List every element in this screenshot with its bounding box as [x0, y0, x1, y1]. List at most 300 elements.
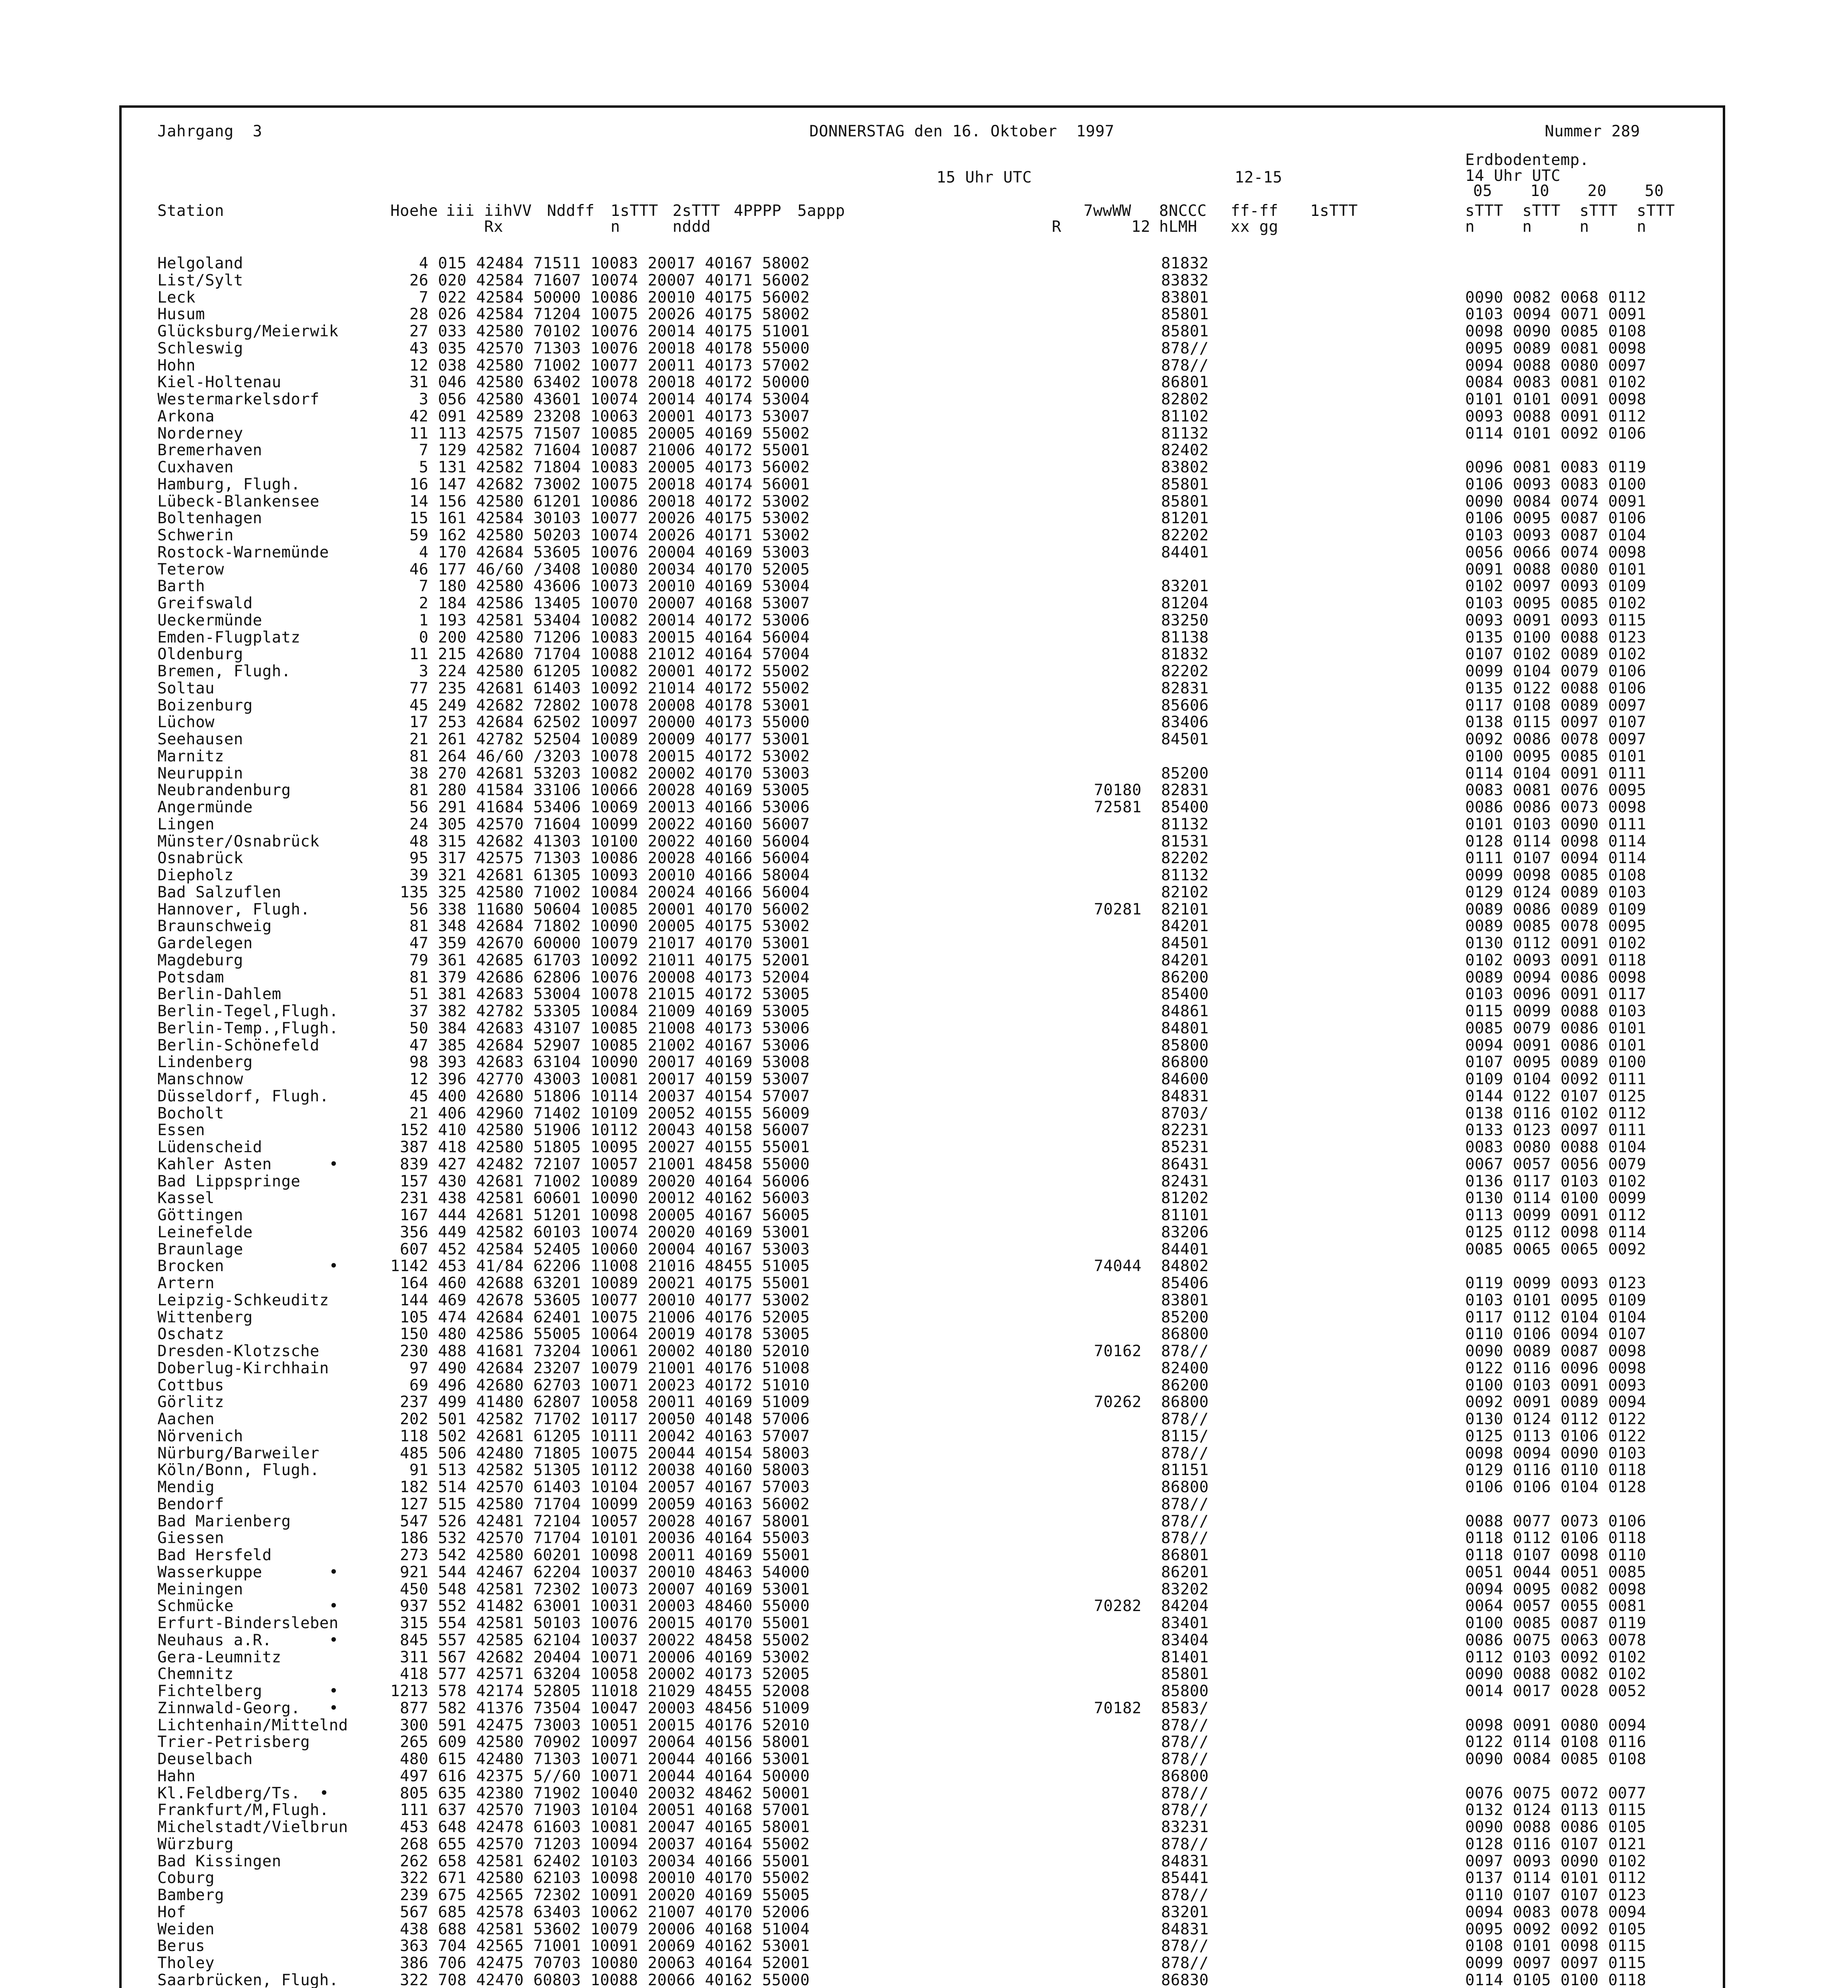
- synop-groups: 485 506 42480 71805 10075 20044 40154 58003: [390, 1444, 810, 1462]
- station-name: Schleswig: [157, 339, 243, 357]
- synop-groups: 45 400 42680 51806 10114 20037 40154 57007: [390, 1087, 810, 1105]
- cloud-group: 86830: [1161, 1971, 1209, 1988]
- synop-groups: 150 480 42586 55005 10064 20019 40178 53005: [390, 1325, 810, 1343]
- station-name: Lüchow: [157, 713, 215, 732]
- station-name: Würzburg: [157, 1835, 234, 1853]
- station-name: Schmücke •: [157, 1597, 339, 1615]
- cloud-group: 86800: [1161, 1478, 1209, 1496]
- synop-groups: 607 452 42584 52405 10060 20004 40167 53003: [390, 1240, 810, 1258]
- cloud-group: 81531: [1161, 832, 1209, 850]
- synop-groups: 231 438 42581 60601 10090 20012 40162 56003: [390, 1189, 810, 1208]
- cloud-group: 878//: [1161, 1835, 1209, 1853]
- cloud-group: 878//: [1161, 1801, 1209, 1819]
- soil-temps: 0112 0103 0092 0102: [1465, 1648, 1646, 1666]
- synop-groups: 567 685 42578 63403 10062 21007 40170 52006: [390, 1903, 810, 1921]
- soil-temps: 0093 0088 0091 0112: [1465, 407, 1646, 425]
- station-name: Lübeck-Blankensee: [157, 492, 320, 511]
- station-name: Düsseldorf, Flugh.: [157, 1087, 329, 1105]
- weather-group: 70162: [1094, 1342, 1142, 1360]
- document-frame: [119, 105, 1725, 1988]
- synop-groups: 322 671 42580 62103 10098 20010 40170 55002: [390, 1869, 810, 1887]
- station-name: Schwerin: [157, 526, 234, 544]
- synop-groups: 2 184 42586 13405 10070 20007 40168 53007: [390, 594, 810, 612]
- station-name: Giessen: [157, 1529, 224, 1547]
- cloud-group: 82202: [1161, 662, 1209, 680]
- synop-groups: 157 430 42681 71002 10089 20020 40164 56006: [390, 1172, 810, 1190]
- synop-groups: 77 235 42681 61403 10092 21014 40172 55002: [390, 679, 810, 697]
- cloud-group: 81138: [1161, 628, 1209, 646]
- cloud-group: 81151: [1161, 1461, 1209, 1479]
- weather-group: 70282: [1094, 1597, 1142, 1615]
- cloud-group: 82202: [1161, 526, 1209, 544]
- soil-temps: 0090 0088 0086 0105: [1465, 1818, 1646, 1836]
- soil-temps: 0102 0097 0093 0109: [1465, 577, 1646, 596]
- issue-date: DONNERSTAG den 16. Oktober 1997: [809, 122, 1115, 140]
- cloud-group: 82102: [1161, 883, 1209, 901]
- station-name: Neubrandenburg: [157, 781, 291, 800]
- cloud-group: 85801: [1161, 492, 1209, 511]
- cloud-group: 81204: [1161, 594, 1209, 612]
- weather-group: 74044: [1094, 1257, 1142, 1276]
- synop-groups: 3 224 42580 61205 10082 20001 40172 55002: [390, 662, 810, 680]
- cloud-group: 85200: [1161, 1308, 1209, 1326]
- cloud-group: 84801: [1161, 1019, 1209, 1037]
- synop-groups: 118 502 42681 61205 10111 20042 40163 57007: [390, 1427, 810, 1445]
- soil-temps: 0138 0116 0102 0112: [1465, 1104, 1646, 1122]
- soil-temps: 0128 0116 0107 0121: [1465, 1835, 1646, 1853]
- station-name: Glücksburg/Meierwik: [157, 322, 339, 340]
- soil-temps: 0100 0085 0087 0119: [1465, 1614, 1646, 1632]
- soil-temps: 0130 0112 0091 0102: [1465, 934, 1646, 952]
- synop-groups: 265 609 42580 70902 10097 20064 40156 58001: [390, 1733, 810, 1751]
- station-name: Nürburg/Barweiler: [157, 1444, 320, 1462]
- synop-groups: 51 381 42683 53004 10078 21015 40172 53005: [390, 985, 810, 1004]
- soil-temps: 0095 0089 0081 0098: [1465, 339, 1646, 357]
- station-name: Meiningen: [157, 1580, 243, 1598]
- synop-groups: 38 270 42681 53203 10082 20002 40170 53003: [390, 764, 810, 782]
- synop-groups: 453 648 42478 61603 10081 20047 40165 58001: [390, 1818, 810, 1836]
- synop-groups: 127 515 42580 71704 10099 20059 40163 56002: [390, 1495, 810, 1513]
- synop-groups: 5 131 42582 71804 10083 20005 40173 56002: [390, 458, 810, 476]
- synop-groups: 7 022 42584 50000 10086 20010 40175 56002: [390, 288, 810, 307]
- soil-temps: 0103 0094 0071 0091: [1465, 305, 1646, 324]
- soil-temps: 0085 0065 0065 0092: [1465, 1240, 1646, 1258]
- synop-groups: 3 056 42580 43601 10074 20014 40174 53004: [390, 390, 810, 408]
- synop-groups: 438 688 42581 53602 10079 20006 40168 51004: [390, 1920, 810, 1938]
- synop-groups: 28 026 42584 71204 10075 20026 40175 58002: [390, 305, 810, 324]
- station-name: Lingen: [157, 815, 215, 833]
- station-name: Lichtenhain/Mittelnd: [157, 1716, 348, 1734]
- synop-groups: 356 449 42582 60103 10074 20020 40169 53001: [390, 1223, 810, 1241]
- cloud-group: 84831: [1161, 1852, 1209, 1870]
- station-name: Hof: [157, 1903, 186, 1921]
- synop-groups: 182 514 42570 61403 10104 20057 40167 57003: [390, 1478, 810, 1496]
- soil-temps: 0110 0106 0094 0107: [1465, 1325, 1646, 1343]
- soil-temps: 0092 0091 0089 0094: [1465, 1393, 1646, 1411]
- synop-groups: 95 317 42575 71303 10086 20028 40166 56004: [390, 849, 810, 868]
- soil-depths-label: 05 10 20 50: [1473, 182, 1664, 200]
- soil-temps: 0144 0122 0107 0125: [1465, 1087, 1646, 1105]
- cloud-group: 85800: [1161, 1036, 1209, 1054]
- soil-temps: 0094 0091 0086 0101: [1465, 1036, 1646, 1054]
- soil-temps: 0129 0116 0110 0118: [1465, 1461, 1646, 1479]
- cloud-group: 878//: [1161, 356, 1209, 375]
- cloud-group: 82831: [1161, 679, 1209, 697]
- col-rx: Rx: [484, 218, 503, 236]
- station-name: Leinefelde: [157, 1223, 253, 1241]
- cloud-group: 81132: [1161, 866, 1209, 884]
- synop-groups: 202 501 42582 71702 10117 20050 40148 57006: [390, 1410, 810, 1428]
- cloud-group: 81132: [1161, 424, 1209, 443]
- cloud-group: 85406: [1161, 1274, 1209, 1292]
- station-name: Gardelegen: [157, 934, 253, 952]
- cloud-group: 85200: [1161, 764, 1209, 782]
- cloud-group: 878//: [1161, 1733, 1209, 1751]
- station-name: Münster/Osnabrück: [157, 832, 320, 850]
- station-name: Essen: [157, 1121, 205, 1140]
- soil-temp-label: Erdbodentemp.: [1465, 151, 1589, 169]
- station-name: Osnabrück: [157, 849, 243, 868]
- synop-groups: 16 147 42682 73002 10075 20018 40174 56001: [390, 475, 810, 493]
- synop-groups: 4 015 42484 71511 10083 20017 40167 58002: [390, 254, 810, 272]
- synop-groups: 877 582 41376 73504 10047 20003 48456 51009: [390, 1699, 810, 1717]
- synop-groups: 26 020 42584 71607 10074 20007 40171 56002: [390, 271, 810, 289]
- soil-temps: 0114 0104 0091 0111: [1465, 764, 1646, 782]
- cloud-group: 83202: [1161, 1580, 1209, 1598]
- soil-temps: 0098 0091 0080 0094: [1465, 1716, 1646, 1734]
- cloud-group: 84401: [1161, 1240, 1209, 1258]
- station-name: Michelstadt/Vielbrun: [157, 1818, 348, 1836]
- station-name: Kiel-Holtenau: [157, 373, 281, 392]
- synop-groups: 39 321 42681 61305 10093 20010 40166 58004: [390, 866, 810, 884]
- synop-groups: 144 469 42678 53605 10077 20010 40177 53002: [390, 1291, 810, 1309]
- station-name: Kassel: [157, 1189, 215, 1208]
- station-name: List/Sylt: [157, 271, 243, 289]
- cloud-group: 82431: [1161, 1172, 1209, 1190]
- soil-time-label: 14 Uhr UTC: [1465, 167, 1561, 185]
- soil-temps: 0076 0075 0072 0077: [1465, 1784, 1646, 1802]
- synop-groups: 239 675 42565 72302 10091 20020 40169 55005: [390, 1886, 810, 1904]
- station-name: Wittenberg: [157, 1308, 253, 1326]
- soil-temps: 0125 0112 0098 0114: [1465, 1223, 1646, 1241]
- synop-groups: 311 567 42682 20404 10071 20006 40169 53002: [390, 1648, 810, 1666]
- cloud-group: 85231: [1161, 1138, 1209, 1156]
- station-name: Hamburg, Flugh.: [157, 475, 301, 493]
- station-name: Hohn: [157, 356, 196, 375]
- soil-temps: 0135 0100 0088 0123: [1465, 628, 1646, 646]
- station-name: Gera-Leumnitz: [157, 1648, 281, 1666]
- cloud-group: 84861: [1161, 1002, 1209, 1020]
- cloud-group: 83250: [1161, 611, 1209, 629]
- soil-temps: 0090 0084 0074 0091: [1465, 492, 1646, 511]
- soil-temps: 0103 0101 0095 0109: [1465, 1291, 1646, 1309]
- soil-temps: 0098 0090 0085 0108: [1465, 322, 1646, 340]
- soil-temps: 0137 0114 0101 0112: [1465, 1869, 1646, 1887]
- station-name: Boizenburg: [157, 696, 253, 714]
- synop-groups: 230 488 41681 73204 10061 20002 40180 52010: [390, 1342, 810, 1360]
- col-soil-sttt: sTTT sTTT sTTT sTTT: [1465, 202, 1675, 220]
- synop-groups: 1142 453 41/84 62206 11008 21016 48455 51005: [390, 1257, 810, 1276]
- synop-groups: 845 557 42585 62104 10037 20022 48458 55002: [390, 1631, 810, 1649]
- col-xxgg: xx gg: [1231, 218, 1278, 236]
- station-name: Diepholz: [157, 866, 234, 884]
- cloud-group: 878//: [1161, 1410, 1209, 1428]
- soil-temps: 0092 0086 0078 0097: [1465, 730, 1646, 748]
- station-name: Helgoland: [157, 254, 243, 272]
- synop-groups: 152 410 42580 51906 10112 20043 40158 56007: [390, 1121, 810, 1140]
- cloud-group: 83404: [1161, 1631, 1209, 1649]
- cloud-group: 82101: [1161, 900, 1209, 918]
- synop-groups: 59 162 42580 50203 10074 20026 40171 53002: [390, 526, 810, 544]
- soil-temps: 0097 0093 0090 0102: [1465, 1852, 1646, 1870]
- col-ffff: ff-ff: [1231, 202, 1278, 220]
- cloud-group: 83201: [1161, 577, 1209, 596]
- station-name: Cottbus: [157, 1376, 224, 1394]
- station-name: Hahn: [157, 1767, 196, 1785]
- synop-groups: 273 542 42580 60201 10098 20011 40169 55001: [390, 1546, 810, 1564]
- cloud-group: 8583/: [1161, 1699, 1209, 1717]
- station-name: Göttingen: [157, 1206, 243, 1224]
- station-name: Norderney: [157, 424, 243, 443]
- soil-temps: 0089 0094 0086 0098: [1465, 968, 1646, 986]
- synop-groups: 45 249 42682 72802 10078 20008 40178 53001: [390, 696, 810, 714]
- cloud-group: 86800: [1161, 1053, 1209, 1072]
- synop-groups: 237 499 41480 62807 10058 20011 40169 51009: [390, 1393, 810, 1411]
- station-name: Seehausen: [157, 730, 243, 748]
- station-name: Marnitz: [157, 747, 224, 765]
- cloud-group: 85400: [1161, 985, 1209, 1004]
- station-name: Westermarkelsdorf: [157, 390, 320, 408]
- cloud-group: 85801: [1161, 322, 1209, 340]
- soil-temps: 0117 0108 0089 0097: [1465, 696, 1646, 714]
- station-name: Bamberg: [157, 1886, 224, 1904]
- synop-groups: 386 706 42475 70703 10080 20063 40164 52001: [390, 1954, 810, 1972]
- station-table: [122, 108, 1723, 1988]
- cloud-group: 878//: [1161, 1716, 1209, 1734]
- station-name: Bocholt: [157, 1104, 224, 1122]
- cloud-group: 86801: [1161, 1546, 1209, 1564]
- soil-temps: 0098 0094 0090 0103: [1465, 1444, 1646, 1462]
- synop-groups: 31 046 42580 63402 10078 20018 40172 50000: [390, 373, 810, 392]
- synop-groups: 91 513 42582 51305 10112 20038 40160 58003: [390, 1461, 810, 1479]
- cloud-group: 82802: [1161, 390, 1209, 408]
- synop-groups: 387 418 42580 51805 10095 20027 40155 55001: [390, 1138, 810, 1156]
- station-name: Braunlage: [157, 1240, 243, 1258]
- col-4pppp: 4PPPP: [734, 202, 781, 220]
- soil-temps: 0095 0092 0092 0105: [1465, 1920, 1646, 1938]
- soil-temps: 0089 0085 0078 0095: [1465, 917, 1646, 936]
- cloud-group: 82400: [1161, 1359, 1209, 1377]
- station-name: Trier-Petrisberg: [157, 1733, 310, 1751]
- soil-temps: 0136 0117 0103 0102: [1465, 1172, 1646, 1190]
- cloud-group: 84831: [1161, 1920, 1209, 1938]
- cloud-group: 83201: [1161, 1903, 1209, 1921]
- cloud-group: 86200: [1161, 968, 1209, 986]
- station-name: Hannover, Flugh.: [157, 900, 310, 918]
- synop-groups: 4 170 42684 53605 10076 20004 40169 53003: [390, 543, 810, 561]
- cloud-group: 878//: [1161, 1512, 1209, 1530]
- soil-temps: 0106 0106 0104 0128: [1465, 1478, 1646, 1496]
- station-name: Erfurt-Bindersleben: [157, 1614, 339, 1632]
- station-name: Bremen, Flugh.: [157, 662, 291, 680]
- station-name: Berlin-Tegel,Flugh.: [157, 1002, 339, 1020]
- station-name: Kahler Asten •: [157, 1155, 339, 1173]
- soil-temps: 0100 0095 0085 0101: [1465, 747, 1646, 765]
- soil-temps: 0113 0099 0091 0112: [1465, 1206, 1646, 1224]
- soil-temps: 0117 0112 0104 0104: [1465, 1308, 1646, 1326]
- synop-groups: 805 635 42380 71902 10040 20032 48462 50001: [390, 1784, 810, 1802]
- cloud-group: 85801: [1161, 305, 1209, 324]
- station-name: Aachen: [157, 1410, 215, 1428]
- synop-groups: 69 496 42680 62703 10071 20023 40172 51010: [390, 1376, 810, 1394]
- cloud-group: 85441: [1161, 1869, 1209, 1887]
- cloud-group: 82402: [1161, 441, 1209, 460]
- cloud-group: 83231: [1161, 1818, 1209, 1836]
- station-name: Berus: [157, 1937, 205, 1955]
- cloud-group: 86200: [1161, 1376, 1209, 1394]
- station-name: Lüdenscheid: [157, 1138, 262, 1156]
- station-name: Oldenburg: [157, 645, 243, 664]
- cloud-group: 81832: [1161, 254, 1209, 272]
- soil-temps: 0090 0089 0087 0098: [1465, 1342, 1646, 1360]
- station-name: Zinnwald-Georg. •: [157, 1699, 339, 1717]
- soil-temps: 0014 0017 0028 0052: [1465, 1682, 1646, 1700]
- cloud-group: 86800: [1161, 1767, 1209, 1785]
- synop-groups: 839 427 42482 72107 10057 21001 48458 55000: [390, 1155, 810, 1173]
- soil-temps: 0083 0081 0076 0095: [1465, 781, 1646, 800]
- soil-temps: 0101 0101 0091 0098: [1465, 390, 1646, 408]
- soil-temps: 0090 0084 0085 0108: [1465, 1750, 1646, 1768]
- soil-temps: 0101 0103 0090 0111: [1465, 815, 1646, 833]
- station-name: Köln/Bonn, Flugh.: [157, 1461, 320, 1479]
- soil-temps: 0102 0093 0091 0118: [1465, 951, 1646, 969]
- soil-temps: 0084 0083 0081 0102: [1465, 373, 1646, 392]
- soil-temps: 0122 0114 0108 0116: [1465, 1733, 1646, 1751]
- soil-temps: 0089 0086 0089 0109: [1465, 900, 1646, 918]
- soil-temps: 0100 0103 0091 0093: [1465, 1376, 1646, 1394]
- synop-groups: 268 655 42570 71203 10094 20037 40164 55002: [390, 1835, 810, 1853]
- station-name: Teterow: [157, 560, 224, 579]
- cloud-group: 878//: [1161, 1529, 1209, 1547]
- cloud-group: 81101: [1161, 1206, 1209, 1224]
- cloud-group: 86201: [1161, 1563, 1209, 1581]
- soil-temps: 0119 0099 0093 0123: [1465, 1274, 1646, 1292]
- synop-groups: 135 325 42580 71002 10084 20024 40166 56004: [390, 883, 810, 901]
- soil-temps: 0099 0098 0085 0108: [1465, 866, 1646, 884]
- cloud-group: 84204: [1161, 1597, 1209, 1615]
- cloud-group: 84201: [1161, 917, 1209, 936]
- cloud-group: 878//: [1161, 1750, 1209, 1768]
- synop-groups: 1213 578 42174 52805 11018 21029 48455 52008: [390, 1682, 810, 1700]
- synop-groups: 48 315 42682 41303 10100 20022 40160 56004: [390, 832, 810, 850]
- cloud-group: 84501: [1161, 934, 1209, 952]
- synop-groups: 300 591 42475 73003 10051 20015 40176 52010: [390, 1716, 810, 1734]
- station-name: Manschnow: [157, 1070, 243, 1088]
- weather-group: 70281: [1094, 900, 1142, 918]
- jahrgang-label: Jahrgang 3: [157, 122, 262, 140]
- station-name: Bad Salzuflen: [157, 883, 281, 901]
- soil-temps: 0130 0124 0112 0122: [1465, 1410, 1646, 1428]
- soil-temps: 0114 0101 0092 0106: [1465, 424, 1646, 443]
- cloud-group: 83206: [1161, 1223, 1209, 1241]
- soil-temps: 0122 0116 0096 0098: [1465, 1359, 1646, 1377]
- synop-groups: 17 253 42684 62502 10097 20000 40173 55000: [390, 713, 810, 732]
- synop-groups: 547 526 42481 72104 10057 20028 40167 58001: [390, 1512, 810, 1530]
- soil-temps: 0094 0088 0080 0097: [1465, 356, 1646, 375]
- soil-temps: 0056 0066 0074 0098: [1465, 543, 1646, 561]
- col-iii: iii: [446, 202, 475, 220]
- cloud-group: 85400: [1161, 798, 1209, 816]
- synop-groups: 418 577 42571 63204 10058 20002 40173 52005: [390, 1665, 810, 1683]
- cloud-group: 85800: [1161, 1682, 1209, 1700]
- station-name: Neuhaus a.R. •: [157, 1631, 339, 1649]
- station-name: Bremerhaven: [157, 441, 262, 460]
- weather-group: 70180: [1094, 781, 1142, 800]
- synop-groups: 7 129 42582 71604 10087 21006 40172 55001: [390, 441, 810, 460]
- station-name: Oschatz: [157, 1325, 224, 1343]
- station-name: Fichtelberg •: [157, 1682, 339, 1700]
- station-name: Barth: [157, 577, 205, 596]
- soil-temps: 0109 0104 0092 0111: [1465, 1070, 1646, 1088]
- station-name: Neuruppin: [157, 764, 243, 782]
- soil-temps: 0051 0044 0051 0085: [1465, 1563, 1646, 1581]
- synop-groups: 105 474 42684 62401 10075 21006 40176 52005: [390, 1308, 810, 1326]
- synop-groups: 186 532 42570 71704 10101 20036 40164 55003: [390, 1529, 810, 1547]
- station-name: Frankfurt/M,Flugh.: [157, 1801, 329, 1819]
- synop-groups: 14 156 42580 61201 10086 20018 40172 53002: [390, 492, 810, 511]
- soil-temps: 0115 0099 0088 0103: [1465, 1002, 1646, 1020]
- col-soil-n: n n n n: [1465, 218, 1646, 236]
- soil-temps: 0099 0104 0079 0106: [1465, 662, 1646, 680]
- soil-temps: 0094 0095 0082 0098: [1465, 1580, 1646, 1598]
- obs-time-label: 15 Uhr UTC: [937, 169, 1032, 186]
- cloud-group: 86801: [1161, 373, 1209, 392]
- col-12: 12: [1131, 218, 1150, 236]
- cloud-group: 878//: [1161, 1937, 1209, 1955]
- station-name: Mendig: [157, 1478, 215, 1496]
- synop-groups: 24 305 42570 71604 10099 20022 40160 56007: [390, 815, 810, 833]
- soil-temps: 0094 0083 0078 0094: [1465, 1903, 1646, 1921]
- soil-temps: 0106 0095 0087 0106: [1465, 509, 1646, 528]
- soil-temps: 0114 0105 0100 0118: [1465, 1971, 1646, 1988]
- synop-groups: 15 161 42584 30103 10077 20026 40175 53002: [390, 509, 810, 528]
- soil-temps: 0086 0086 0073 0098: [1465, 798, 1646, 816]
- cloud-group: 85801: [1161, 475, 1209, 493]
- cloud-group: 85606: [1161, 696, 1209, 714]
- synop-groups: 42 091 42589 23208 10063 20001 40173 53007: [390, 407, 810, 425]
- soil-temps: 0085 0079 0086 0101: [1465, 1019, 1646, 1037]
- station-name: Berlin-Schönefeld: [157, 1036, 320, 1054]
- station-name: Görlitz: [157, 1393, 224, 1411]
- synop-groups: 97 490 42684 23207 10079 21001 40176 51008: [390, 1359, 810, 1377]
- station-name: Nörvenich: [157, 1427, 243, 1445]
- station-name: Dresden-Klotzsche: [157, 1342, 320, 1360]
- synop-groups: 56 338 11680 50604 10085 20001 40170 56002: [390, 900, 810, 918]
- station-name: Bad Lippspringe: [157, 1172, 301, 1190]
- station-name: Arkona: [157, 407, 215, 425]
- cloud-group: 878//: [1161, 1342, 1209, 1360]
- station-name: Rostock-Warnemünde: [157, 543, 329, 561]
- col-5appp: 5appp: [797, 202, 845, 220]
- col-r: R: [1052, 218, 1061, 236]
- synop-groups: 167 444 42681 51201 10098 20005 40167 56005: [390, 1206, 810, 1224]
- cloud-group: 81401: [1161, 1648, 1209, 1666]
- soil-temps: 0064 0057 0055 0081: [1465, 1597, 1646, 1615]
- station-name: Brocken •: [157, 1257, 339, 1276]
- cloud-group: 878//: [1161, 1954, 1209, 1972]
- cloud-group: 81132: [1161, 815, 1209, 833]
- cloud-group: 878//: [1161, 1886, 1209, 1904]
